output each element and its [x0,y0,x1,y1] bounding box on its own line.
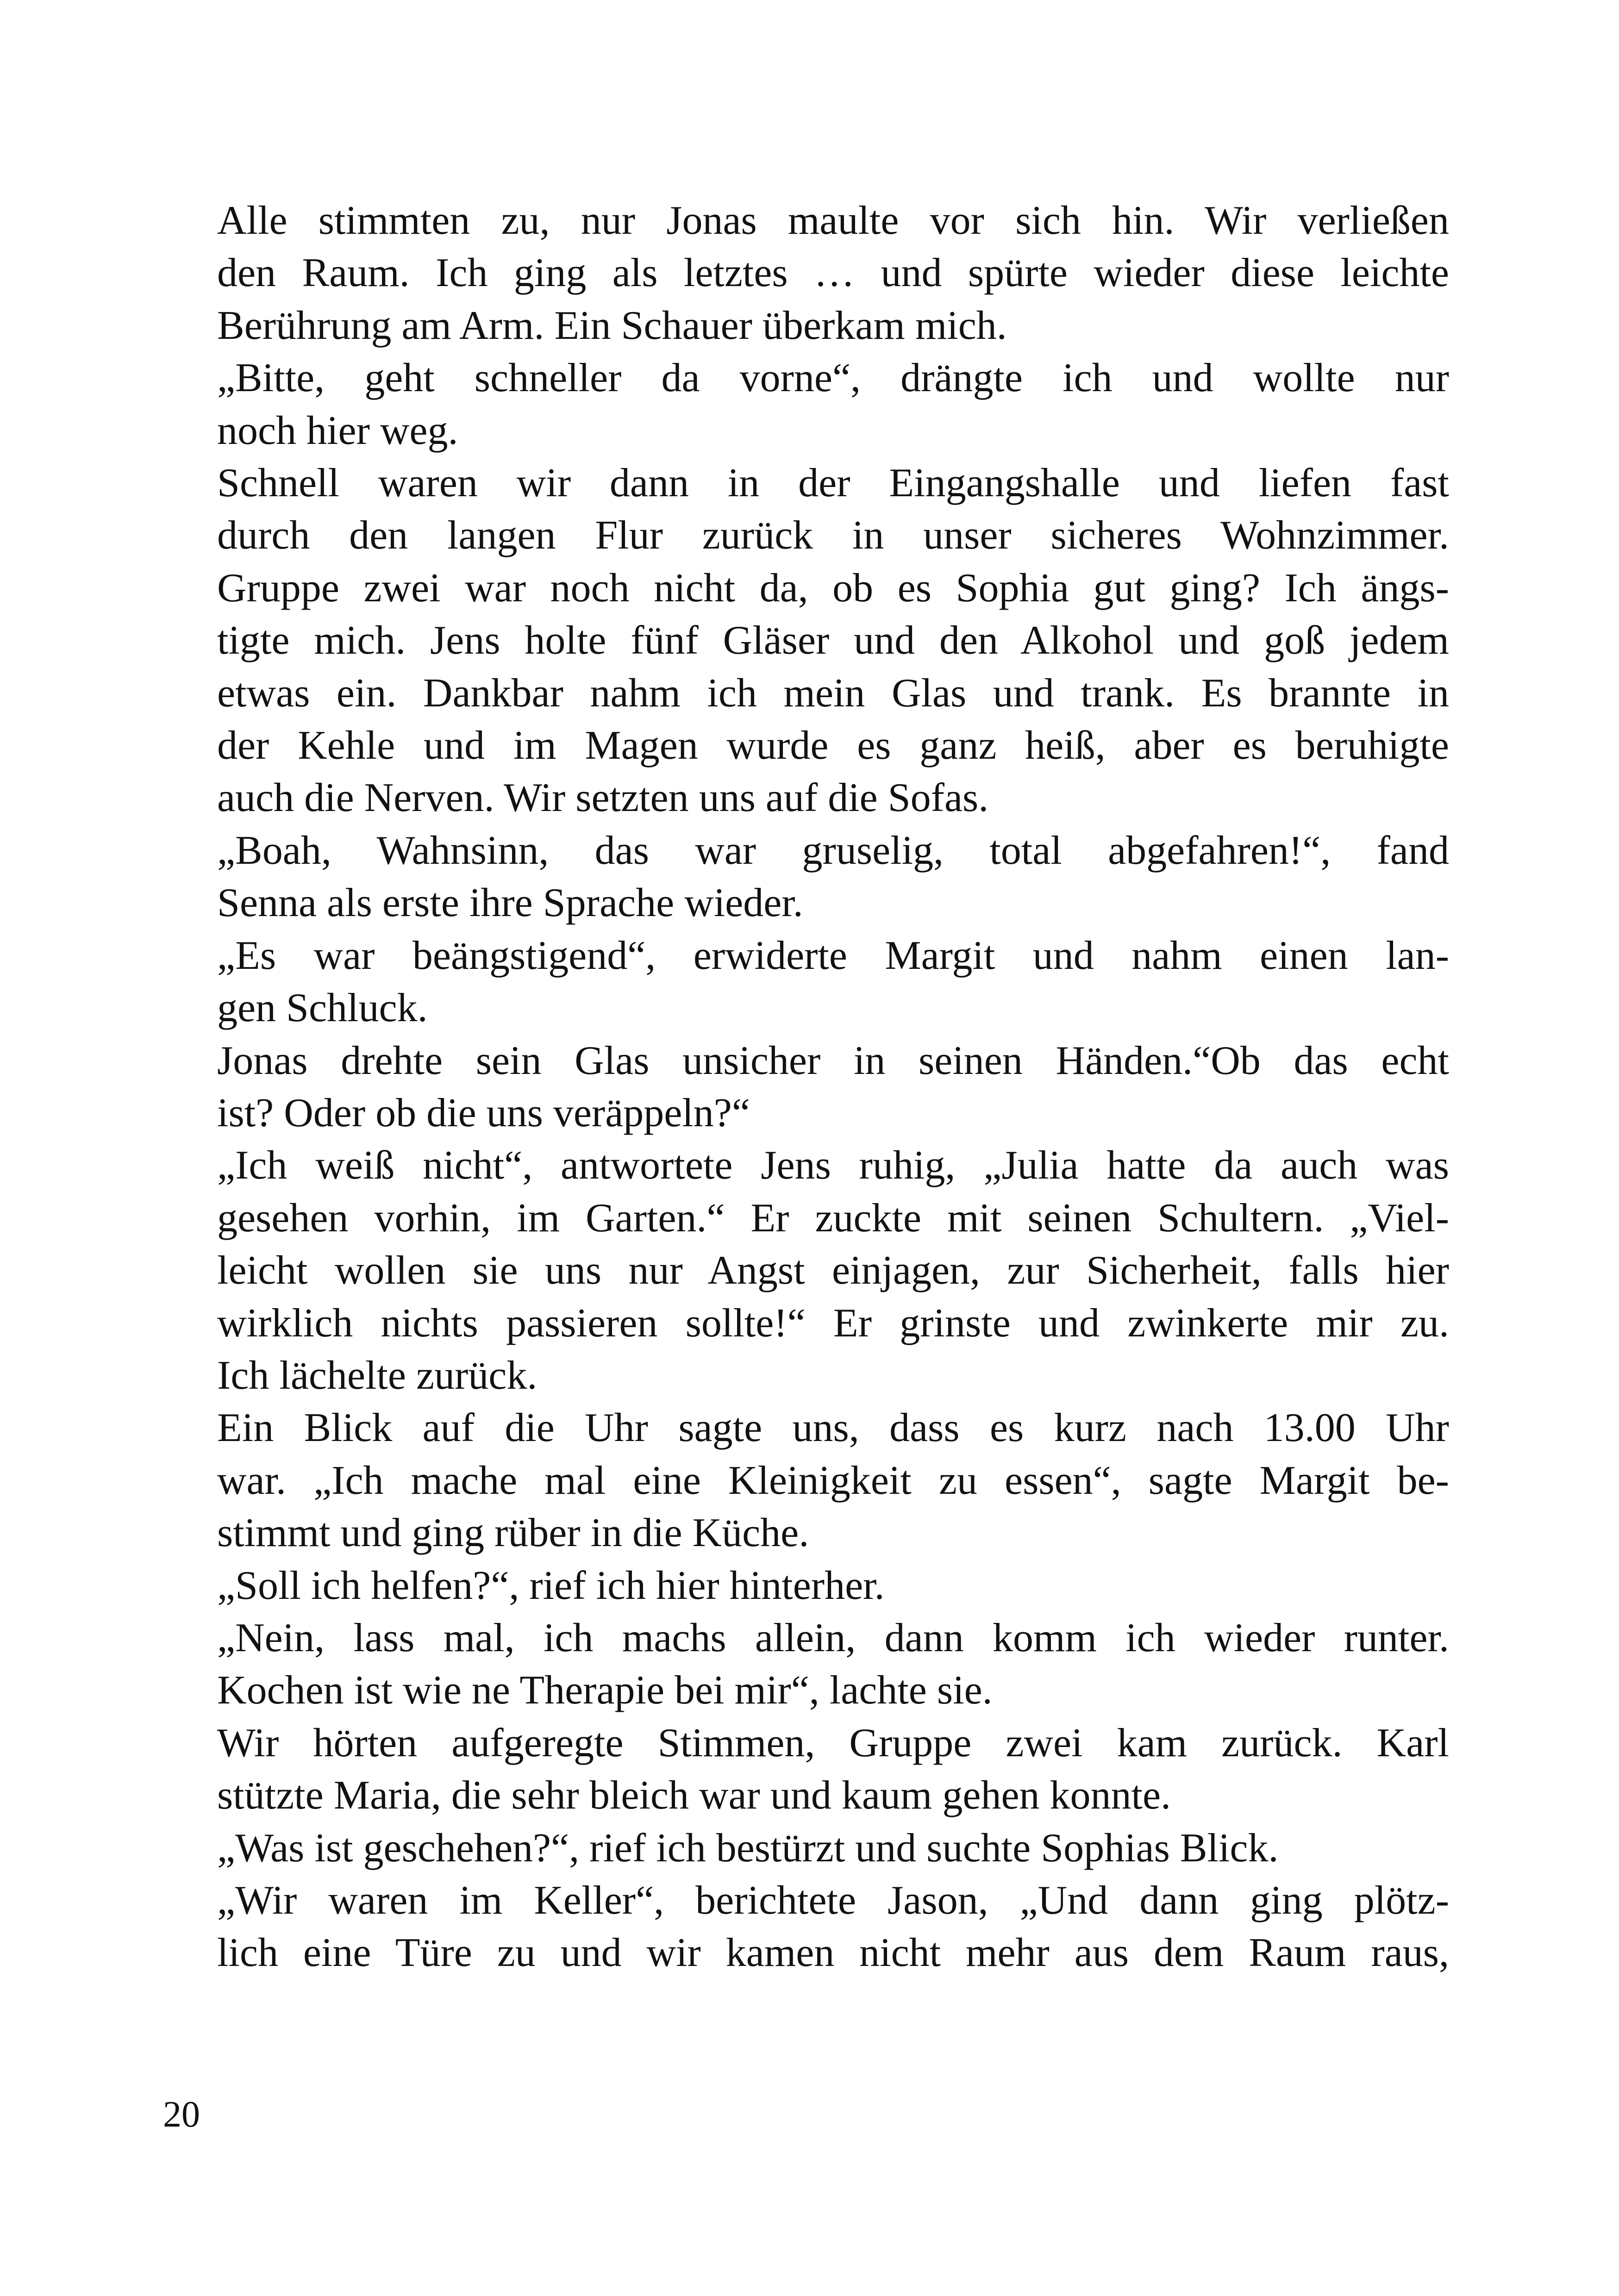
paragraph [163,930,1449,1035]
text-line: Ich lächelte zurück. [217,1353,538,1398]
paragraph [163,1717,1449,1822]
paragraph [163,1822,1449,1874]
text-line: Senna als erste ihre Sprache wieder. [217,880,803,926]
text-line: Gruppe zwei war noch nicht da, ob es Sophia gut ging? Ich ängs- [217,565,1449,611]
text-line: den Raum. Ich ging als letztes … und spürte wieder diese leichte [217,250,1449,296]
paragraph [163,1035,1449,1140]
paragraph [163,1874,1449,1979]
text-line: leicht wollen sie uns nur Angst einjagen, zur Sicherheit, falls hier [217,1248,1449,1293]
text-line: der Kehle und im Magen wurde es ganz heiß, aber es beruhigte [217,723,1449,768]
text-line: „Soll ich helfen?“, rief ich hier hinterher. [217,1563,885,1608]
text-line: lich eine Türe zu und wir kamen nicht mehr aus dem Raum raus, [217,1930,1449,1976]
paragraph [163,824,1449,930]
text-line: stimmt und ging rüber in die Küche. [217,1510,809,1556]
paragraph [163,194,1449,352]
text-line: tigte mich. Jens holte fünf Gläser und den Alkohol und goß jedem [217,618,1449,663]
page-number: 20 [163,2094,200,2135]
text-line: gen Schluck. [217,986,428,1031]
text-line: gesehen vorhin, im Garten.“ Er zuckte mit seinen Schultern. „Viel- [217,1195,1449,1241]
text-line: stützte Maria, die sehr bleich war und kaum gehen konnte. [217,1773,1171,1818]
text-line: Schnell waren wir dann in der Eingangshalle und liefen fast [217,461,1449,506]
text-line: war. „Ich mache mal eine Kleinigkeit zu essen“, sagte Margit be- [217,1458,1449,1503]
paragraph [163,352,1449,457]
text-line: Alle stimmten zu, nur Jonas maulte vor sich hin. Wir verließen [217,198,1449,243]
text-line: „Boah, Wahnsinn, das war gruselig, total abgefahren!“, fand [217,828,1449,873]
text-line: Jonas drehte sein Glas unsicher in seinen Händen.“Ob das echt [217,1038,1449,1083]
text-line: Ein Blick auf die Uhr sagte uns, dass es kurz nach 13.00 Uhr [217,1405,1449,1451]
text-line: wirklich nichts passieren sollte!“ Er grinste und zwinkerte mir zu. [217,1300,1449,1346]
text-line: Berührung am Arm. Ein Schauer überkam mich. [217,303,1007,348]
text-line: durch den langen Flur zurück in unser sicheres Wohnzimmer. [217,513,1449,558]
text-line: ist? Oder ob die uns veräppeln?“ [217,1090,750,1136]
text-line: „Ich weiß nicht“, antwortete Jens ruhig, „Julia hatte da auch was [217,1143,1449,1188]
text-line: „Wir waren im Keller“, berichtete Jason, „Und dann ging plötz- [217,1878,1449,1923]
text-line: „Bitte, geht schneller da vorne“, drängte ich und wollte nur [217,356,1449,401]
paragraph [163,1612,1449,1717]
text-line: Wir hörten aufgeregte Stimmen, Gruppe zwei kam zurück. Karl [217,1720,1449,1766]
body-text [163,194,1449,1979]
text-line: Kochen ist wie ne Therapie bei mir“, lachte sie. [217,1668,993,1713]
text-line: „Nein, lass mal, ich machs allein, dann komm ich wieder runter. [217,1615,1449,1660]
text-line: „Es war beängstigend“, erwiderte Margit und nahm einen lan- [217,933,1449,978]
paragraph [163,1560,1449,1612]
text-line: noch hier weg. [217,408,458,453]
text-line: „Was ist geschehen?“, rief ich bestürzt und suchte Sophias Blick. [217,1825,1279,1871]
paragraph [163,1402,1449,1559]
text-line: etwas ein. Dankbar nahm ich mein Glas und trank. Es brannte in [217,670,1449,716]
paragraph [163,1139,1449,1402]
paragraph [163,457,1449,824]
text-line: auch die Nerven. Wir setzten uns auf die Sofas. [217,775,989,821]
